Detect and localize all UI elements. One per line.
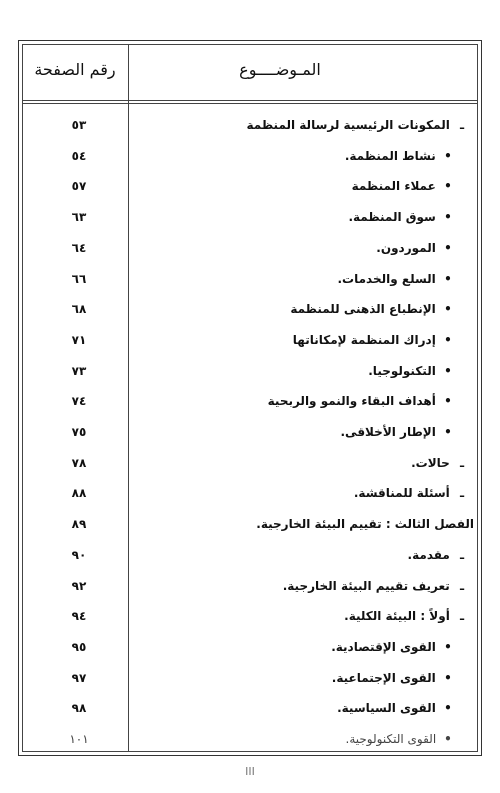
page-footer-number: III <box>245 765 255 778</box>
toc-entry-text: حالات. <box>411 456 450 470</box>
dash-icon: ـ <box>459 579 465 593</box>
toc-row <box>30 666 474 690</box>
bullet-icon: • <box>444 732 452 746</box>
toc-entry <box>126 727 474 751</box>
toc-entry <box>126 389 474 413</box>
toc-entry-text: السلع والخدمات. <box>337 272 436 286</box>
toc-row <box>30 635 474 659</box>
bullet-icon: • <box>444 394 452 408</box>
toc-page-number: ٦٦ <box>71 272 87 286</box>
toc-row <box>30 389 474 413</box>
toc-entry <box>140 543 474 567</box>
toc-page-number: ٧٨ <box>71 456 87 470</box>
toc-row <box>30 267 474 291</box>
bullet-icon: • <box>444 640 452 654</box>
toc-entry-text: المكونات الرئيسية لرسالة المنظمة <box>246 118 450 132</box>
toc-page-number: ٥٣ <box>71 118 87 132</box>
toc-page-number: ٩٤ <box>71 609 87 623</box>
page-column-header: رقم الصفحة <box>34 60 116 79</box>
toc-page-number: ٧٣ <box>71 364 87 378</box>
toc-page-number: ٩٨ <box>71 701 87 715</box>
toc-entry <box>140 481 474 505</box>
bullet-icon: • <box>444 364 452 378</box>
toc-row <box>30 420 474 444</box>
toc-page-number: ٩٥ <box>71 640 87 654</box>
toc-entry <box>126 635 474 659</box>
topic-column-header: المـوضــــوع <box>239 60 321 79</box>
toc-entry <box>140 113 474 137</box>
toc-row <box>30 696 474 720</box>
toc-entry <box>140 574 474 598</box>
toc-row <box>30 236 474 260</box>
toc-entry <box>126 236 474 260</box>
toc-page-number: ٩٢ <box>71 579 87 593</box>
toc-row <box>30 604 474 628</box>
toc-page-number: ٧١ <box>71 333 87 347</box>
toc-entry-text: نشاط المنظمة. <box>344 149 436 163</box>
toc-page-number: ٩٧ <box>71 671 87 685</box>
toc-entry <box>126 297 474 321</box>
toc-entry-text: التكنولوجيا. <box>368 364 436 378</box>
toc-entry <box>126 174 474 198</box>
toc-entry-text: القوى التكنولوجية. <box>345 732 437 746</box>
toc-page-number: ٦٣ <box>71 210 87 224</box>
toc-entry-text: تعريف تقييم البيئة الخارجية. <box>282 579 450 593</box>
toc-entry <box>140 451 474 475</box>
toc-entry <box>126 267 474 291</box>
toc-entry-text: الموردون. <box>376 241 436 255</box>
toc-entry <box>126 205 474 229</box>
toc-row <box>30 297 474 321</box>
bullet-icon: • <box>444 179 452 193</box>
toc-page-number: ٥٤ <box>71 149 87 163</box>
toc-row <box>30 481 474 505</box>
toc-entry-text: إدراك المنظمة لإمكاناتها <box>292 333 436 347</box>
toc-entry <box>144 512 474 536</box>
toc-row <box>30 174 474 198</box>
toc-entry <box>126 666 474 690</box>
dash-icon: ـ <box>459 548 465 562</box>
toc-entry-text: مقدمة. <box>407 548 450 562</box>
bullet-icon: • <box>444 149 452 163</box>
toc-entry-text: أهداف البقاء والنمو والربحية <box>267 394 436 408</box>
toc-entry-text: عملاء المنظمة <box>351 179 436 193</box>
toc-row <box>30 451 474 475</box>
toc-page-number: ٥٧ <box>71 179 87 193</box>
toc-entry-text: الإطار الأخلاقى. <box>340 425 436 439</box>
toc-entry <box>140 604 474 628</box>
toc-page-number: ٧٥ <box>71 425 87 439</box>
toc-page-number: ٦٨ <box>71 302 87 316</box>
toc-entry <box>126 144 474 168</box>
dash-icon: ـ <box>459 456 465 470</box>
bullet-icon: • <box>444 241 452 255</box>
toc-entry-text: أولاً : البيئة الكلية. <box>344 609 450 623</box>
dash-icon: ـ <box>459 486 465 500</box>
toc-row <box>30 113 474 137</box>
toc-row <box>30 574 474 598</box>
toc-entry-text: الإنطباع الذهنى للمنظمة <box>290 302 436 316</box>
toc-row <box>30 512 474 536</box>
toc-entry-text: سوق المنظمة. <box>348 210 436 224</box>
bullet-icon: • <box>444 671 452 685</box>
toc-row <box>30 328 474 352</box>
bullet-icon: • <box>444 272 452 286</box>
toc-entry <box>126 420 474 444</box>
toc-entry <box>126 696 474 720</box>
toc-page-number: ٨٩ <box>71 517 87 531</box>
toc-row <box>30 359 474 383</box>
toc-page-number: ٧٤ <box>71 394 87 408</box>
dash-icon: ـ <box>459 609 465 623</box>
toc-entry <box>126 328 474 352</box>
bullet-icon: • <box>444 701 452 715</box>
bullet-icon: • <box>444 302 452 316</box>
toc-entry-text: الفصل الثالث : تقييم البيئة الخارجية. <box>256 517 474 531</box>
header-divider <box>22 100 478 101</box>
toc-row <box>30 144 474 168</box>
toc-entry <box>126 359 474 383</box>
toc-page-number: ١٠١ <box>69 732 89 746</box>
toc-page-number: ٨٨ <box>71 486 87 500</box>
dash-icon: ـ <box>459 118 465 132</box>
toc-entry-text: القوى الإجتماعية. <box>331 671 436 685</box>
toc-entry-text: أسئلة للمناقشة. <box>353 486 450 500</box>
toc-page-number: ٦٤ <box>71 241 87 255</box>
toc-page-number: ٩٠ <box>71 548 87 562</box>
toc-entry-text: القوى الإقتصادية. <box>331 640 436 654</box>
bullet-icon: • <box>444 210 452 224</box>
toc-row <box>30 543 474 567</box>
toc-row <box>30 205 474 229</box>
toc-entry-text: القوى السياسية. <box>337 701 436 715</box>
bullet-icon: • <box>444 333 452 347</box>
header-divider-double <box>22 103 478 104</box>
bullet-icon: • <box>444 425 452 439</box>
toc-row <box>30 727 474 751</box>
